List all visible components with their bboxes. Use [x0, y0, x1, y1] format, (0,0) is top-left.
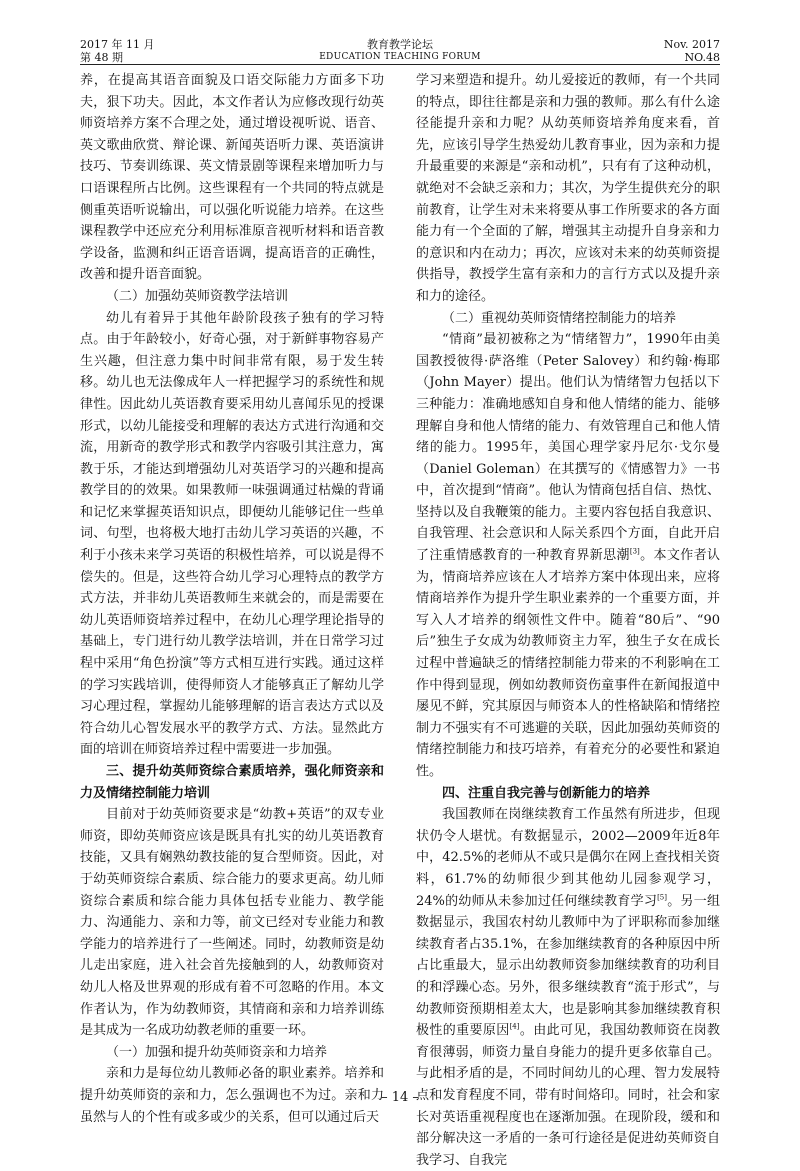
paragraph: 目前对于幼英师资要求是“幼教+英语”的双专业师资，即幼英师资应该是既具有扎实的幼儿英语教育技能，又具有娴熟幼教技能的复合型师资。因此，对于幼英师资综合素质、综合能力的要求更高。幼儿师资综合素质和综合能力具体包括专业能力、教学能力、沟通能力、亲和力等，前文已经对专业能力和教学能力的培养进行了一些阐述。同时，幼教师资是幼儿走出家庭，进入社会首先接触到的人，幼教师资对幼儿人格及世界观的形成有着不可忽略的作用。本文作者认为，作为幼教师资，其情商和亲和力培养训练是其成为一名成功幼教老师的重要一环。 [80, 807, 384, 1039]
text-run: “情商”最初被称之为“情绪智力”，1990年由美国教授彼得·萨洛维（Peter Salovey）和约翰·梅耶（John Mayer）提出。他们认为情绪智力包括以下三种能力：准确地感知自身和他人情绪的能力、能够理解自身和他人情绪的能力、有效管理自己和他人情绪的能力。1995年，美国心理学家丹尼尔·戈尔曼（Daniel Goleman）在其撰写的《情感智力》一书中，首次提到“情商”。他认为情商包括自信、热忱、坚持以及自我鞭策的能力。主要内容包括自我意识、自我管理、社会意识和人际关系四个方面，自此开启了注重情感教育的一种教育界新思潮 [416, 332, 720, 564]
right-column [416, 70, 720, 1171]
subsection-heading: （二）加强幼英师资教学法培训 [106, 288, 289, 304]
subsection-heading: （二）重视幼英师资情绪控制能力的培养 [442, 310, 677, 326]
citation-ref[interactable]: [4] [509, 1022, 520, 1031]
header-issue: 第 48 期 [80, 51, 123, 64]
paragraph: 亲和力是每位幼儿教师必备的职业素养。培养和提升幼英师资的亲和力，怎么强调也不为过。亲和力虽然与人的个性有或多或少的关系，但可以通过后天 [80, 1066, 384, 1125]
page-number: – 14 – [381, 1090, 419, 1105]
text-run: 。另一组数据显示，我国农村幼儿教师中为了评职称而参加继续教育者占35.1%，在参加继续教育的各种原因中所占比重最大，显示出幼教师资参加继续教育的功利目的和浮躁心态。另外，很多继续教育“流于形式”，与幼教师资预期相差太大，也是影响其参加继续教育积极性的重要原因 [416, 893, 720, 1039]
header-right [664, 38, 720, 64]
left-column [80, 70, 384, 1128]
paragraph: 养，在提高其语音面貌及口语交际能力方面多下功夫，狠下功夫。因此，本文作者认为应修改现行幼英师资培养方案不合理之处，通过增设视听说、语音、英文歌曲欣赏、辩论课、新闻英语听力课、英语演讲技巧、节奏训练课、英文情景剧等课程来增加听力与口语课程所占比例。这些课程有一个共同的特点就是侧重英语听说输出，可以强化听说能力培养。在这些课程教学中还应充分利用标准原音视听材料和语音教学设备，监测和纠正语音语调，提高语音的正确性，改善和提升语音面貌。 [80, 73, 384, 283]
paragraph: 幼儿有着异于其他年龄阶段孩子独有的学习特点。由于年龄较小，好奇心强，对于新鲜事物容易产生兴趣，但注意力集中时间非常有限，易于发生转移。幼儿也无法像成年人一样把握学习的系统性和规律性。因此幼儿英语教育要采用幼儿喜闻乐见的授课形式，以幼儿能接受和理解的表达方式进行沟通和交流，用新奇的教学形式和教学内容吸引其注意力，寓教于乐，才能达到增强幼儿对英语学习的兴趣和提高教学目的的效果。如果教师一味强调通过枯燥的背诵和记忆来掌握英语知识点，即便幼儿能够记住一些单词、句型，也将极大地打击幼儿学习英语的兴趣，不利于小孩未来学习英语的积极性培养，可以说是得不偿失的。但是，这些符合幼儿学习心理特点的教学方式方法，并非幼儿英语教师生来就会的，而是需要在幼儿英语师资培养过程中，在幼儿心理学理论指导的基础上，专门进行幼儿教学法培训，并在日常学习过程中采用“角色扮演”等方式相互进行实践。通过这样的学习实践培训，使得师资人才能够真正了解幼儿学习心理过程，掌握幼儿能够理解的语言表达方式以及符合幼儿心智发展水平的教学方式、方法。显然此方面的培训在师资培养过程中需要进一步加强。 [80, 310, 384, 758]
subsection-heading: （一）加强和提升幼英师资亲和力培养 [106, 1044, 328, 1060]
journal-title-cn: 教育教学论坛 [367, 38, 433, 51]
header-center [80, 38, 720, 64]
citation-ref[interactable]: [5] [657, 893, 667, 902]
journal-title-en: EDUCATION TEACHING FORUM [319, 52, 481, 62]
text-run: 。本文作者认为，情商培养应该在人才培养方案中体现出来，应将情商培养作为提升学生职业素养的一个重要方面，并写入人才培养的纲领性文件中。随着“80后”、“90后”独生子女成为幼教师资主力军，独生子女在成长过程中普遍缺乏的情绪控制能力带来的不利影响在工作中得到显现，例如幼教师资伤童事件在新闻报道中屡见不鲜，究其原因与师资本人的性格缺陷和情绪控制力不强实有不可逃避的关联，因此加强幼英师资的情绪控制能力和技巧培养，有着充分的必要性和紧迫性。 [416, 548, 720, 779]
paragraph: 学习来塑造和提升。幼儿爱接近的教师，有一个共同的特点，即往往都是亲和力强的教师。那么有什么途径能提升亲和力呢？从幼英师资培养角度来看，首先，应该引导学生热爱幼儿教育事业，因为亲和力提升最重要的来源是“亲和动机”，只有有了这种动机，就绝对不会缺乏亲和力；其次，为学生提供充分的职前教育，让学生对未来将要从事工作所要求的各方面能力有一个全面的了解，增强其主动提升自身亲和力的意识和内在动力；再次，应该对未来的幼英师资提供指导，教授学生富有亲和力的言行方式以及提升亲和力的途径。 [416, 73, 720, 304]
running-header [80, 38, 720, 74]
citation-ref[interactable]: [3] [629, 547, 640, 556]
text-run: 我国教师在岗继续教育工作虽然有所进步，但现状仍令人堪忧。有数据显示，2002—2009年近8年中，42.5%的老师从不或只是偶尔在网上查找相关资料，61.7%的幼师很少到其他幼儿园参观学习，24%的幼师从未参加过任何继续教育学习 [416, 807, 720, 909]
header-issue-en: NO.48 [684, 51, 720, 64]
paragraph [416, 804, 720, 1171]
paragraph [416, 329, 720, 782]
text-run: 。由此可见，我国幼教师资在岗教育很薄弱，师资力量自身能力的提升更多依靠自己。与此相矛盾的是，不同时间幼儿的心理、智力发展特点和发育程度不同，带有时间烙印。同时，社会和家长对英语重视程度也在逐渐加强。在现阶段，缓和和部分解决这一矛盾的一条可行途径是促进幼英师资自我学习、自我完 [416, 1023, 720, 1168]
section-heading: 三、提升幼英师资综合素质培养，强化师资亲和力及情绪控制能力培训 [80, 764, 384, 801]
section-heading: 四、注重自我完善与创新能力的培养 [442, 785, 651, 801]
header-rule [80, 64, 720, 65]
header-date: 2017 年 11 月 [80, 38, 155, 51]
header-date-en: Nov. 2017 [663, 38, 720, 51]
